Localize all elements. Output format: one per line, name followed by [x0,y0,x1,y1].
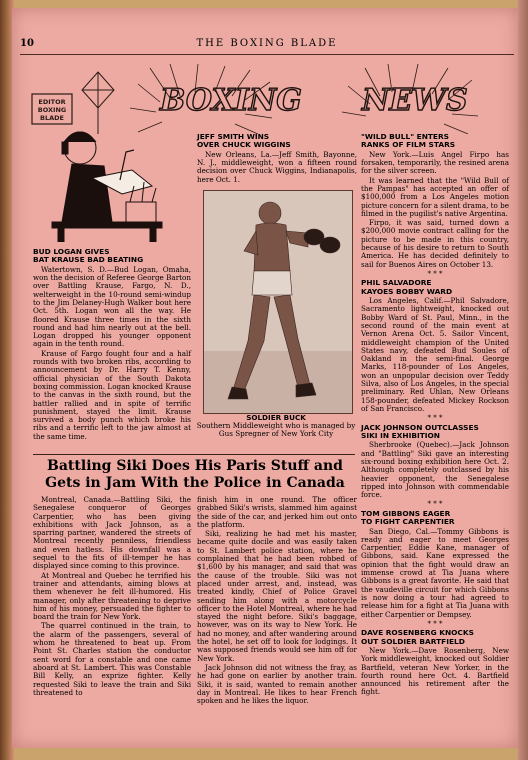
article-gibbons [361,510,509,619]
sign-editor: EDITOR [38,98,66,106]
section-stars: * * * [427,619,443,628]
headline-rosenberg [361,629,509,646]
article-firpo [361,133,509,269]
headline-firpo [361,133,509,150]
headline-logan [33,248,191,265]
paragraph: finish him in one round. The officer grabbed Siki's wrists, slammed him against the side of the car, and jerked him out onto the platform. [197,495,357,529]
headline-line: TO FIGHT CARPENTIER [361,517,455,527]
divider-rule [33,454,355,455]
headline-johnson [361,424,509,441]
article-johnson-siki [361,424,509,500]
headline-line: KAYOES BOBBY WARD [361,286,453,296]
headline-line: BAT KRAUSE BAD BEATING [33,255,144,265]
headline-line: OUT SOLDIER BARTFIELD [361,636,465,646]
paragraph: New York.—Luis Angel Firpo has forsaken, temporarily, the resined arena for the silver screen. [361,149,509,176]
caption-text: Southern Middleweight who is managed by Gus Spregner of New York City [196,421,356,439]
article-salvadore [361,279,509,413]
headline-line: TOM GIBBONS EAGER [361,508,451,518]
section-stars: * * * [427,269,443,278]
headline-line: SIKI IN EXHIBITION [361,430,440,440]
editor-cartoon [22,82,172,242]
soldier-buck-photo [203,190,353,414]
headline-salvadore [361,279,509,296]
right-column [361,133,509,698]
article-rosenberg [361,629,509,697]
paragraph: San Diego, Cal.—Tommy Gibbons is ready and eager to meet Georges Carpentier, Eddie Kane, manager of Gibbons, said. Kane expressed the opinion that the fight would draw an immense crowd at Tia Juana where Gibbons is a great favorite. He said that the vaudeville circuit for which Gibbons is now doing a tour had agreed to release him for a fight at Tia Juana with either Carpentier or Dempsey. [361,526,509,619]
sign-blade: BLADE [40,114,64,122]
section-stars: * * * [427,414,443,423]
paragraph: At Montreal and Quebec he terrified his trainer and attendants, aiming blows at them whenever he felt ill-humored. His manager, only after threatening to deprive him of his money, persuaded the fighter to board the train for New York. [33,570,191,622]
paragraph: New Orleans, La.—Jeff Smith, Bayonne, N. J., middleweight, won a fifteen round decision over Chuck Wiggins, Indianapolis, here Oct. 1. [197,149,357,184]
paragraph: Krause of Fargo fought four and a half rounds with two broken ribs, according to announcement by Dr. Harry T. Kenny, official physician of the South Dakota boxing commission. Logan knocked Krause to the canvas in the sixth round, but the battler rallied and in spite of terrific punishment, stayed the limit. Krause survived a body punch which broke his ribs and a terrific left to the jaw almost at the same time. [33,348,191,441]
headline-line: DAVE ROSENBERG KNOCKS [361,628,474,638]
photo-caption [196,414,356,439]
paragraph: Watertown, S. D.—Bud Logan, Omaha, won the decision of Referee George Barton over Battling Krause, Fargo, N. D., welterweight in the 10-round semi-windup to the Jim Delaney-Hugh Walker bout here Oct. 5th. Logan won all the way. He floored Krause three times in the sixth round and had him nearly out at the bell. Logan dropped his younger opponent again in the tenth round. [33,264,191,349]
sign-boxing: BOXING [37,106,67,114]
paragraph: The quarrel continued in the train, to the alarm of the passengers, several of whom he threatened to beat up. From Point St. Charles station the conductor sent word for a constable and one came aboard at St. Lambert. This was Constable Bill Kelly, an exprize fighter. Kelly requested Siki to leave the train and Siki threatened to [33,621,191,697]
running-header [20,40,514,55]
headline-line: OVER CHUCK WIGGINS [197,140,291,150]
headline-line: JEFF SMITH WINS [197,132,270,141]
page-number: 10 [20,38,34,49]
headline-smith [197,133,357,150]
headline-line: PHIL SALVADORE [361,278,432,288]
headline-line: RANKS OF FILM STARS [361,140,456,150]
paragraph: Firpo, it was said, turned down a $200,000 movie contract calling for the picture to be made in this country, because of his desire to return to South America. He has decided definitely to sail for Buenos Aires on October 13. [361,218,509,269]
article-smith-wiggins [197,133,357,185]
paragraph: Jack Johnson did not witness the fray, as he had gone on earlier by another train. Siki, it is said, wanted to remain another day in Montreal. He likes to hear French spoken and he likes the liquor. [197,662,357,706]
section-stars: * * * [427,500,443,509]
paragraph: Sherbrooke (Quebec).—Jack Johnson and "Battling" Siki gave an interesting six-round boxing exhibition here Oct. 2. Although completely outclassed by his heavier opponent, the Senegalese ripped into Johnson with commendable force. [361,440,509,500]
journal-title: THE BOXING BLADE [196,38,338,49]
headline-line: BUD LOGAN GIVES [33,247,110,256]
siki-column-1 [33,496,191,698]
banner-news-word: NEWS [362,83,468,118]
paragraph: It was learned that the "Wild Bull of the Pampas" has accepted an offer of $100,000 from a Los Angeles motion picture concern for a silent drama, to be filmed in the pugilist's native Argentina. [361,175,509,218]
paragraph: New York.—Dave Rosenberg, New York middleweight, knocked out Soldier Bartfield, veteran New Yorker, in the fourth round here Oct. 4. Bartfield announced his retirement after the fight. [361,645,509,697]
paragraph: Siki, realizing he had met his master, became quite docile and was easily taken to St. Lambert police station, where he complained that he had been robbed of $1,600 by his manager, and said that was the cause of the trouble. Siki was not placed under arrest, and, instead, was treated kindly, Chief of Police Gravel sending him along with a motorcycle officer to the Hotel Montreal, where he had stayed the night before. Siki's baggage, however, was on its way to New York. He had no money, and after wandering around the hotel, he set off to look for lodgings. It was supposed friends would see him off for New York. [197,529,357,663]
article-logan-krause [33,248,191,442]
paragraph: Montreal, Canada.—Battling Siki, the Senegalese conqueror of Georges Carpentier, who has been giving exhibitions with Jack Johnson, as a sparring partner, wandered the streets of Montreal recently penniless, friendless and even hatless. His downfall was a sequel to the fits of ill-temper he has displayed since coming to this province. [33,495,191,571]
siki-headline: Battling Siki Does His Paris Stuff and Gets in Jam With the Police in Canada [45,458,345,491]
paragraph: Los Angeles, Calif.—Phil Salvadore, Sacramento lightweight, knocked out Bobby Ward of St. Paul, Minn., in the second round of the main event at Vernon Arena Oct. 5. Sailor Vincent, middleweight champion of the United States navy, defeated Bud Soules of Oakland in the semi-final. George Marks, 118-pounder of Los Angeles, won an unpopular decision over Teddy Silva, also of Los Angeles, in the special preliminary. Red Uhlan, New Orleans 158-pounder, defeated Mickey Rockson of San Francisco. [361,296,509,413]
headline-gibbons [361,510,509,527]
banner-boxing-word: BOXING [160,83,302,118]
page-edge [518,0,528,760]
headline-line: JACK JOHNSON OUTCLASSES [361,422,479,432]
headline-line: "WILD BULL" ENTERS [361,132,449,141]
caption-name: SOLDIER BUCK [246,413,306,422]
siki-column-2 [197,496,357,706]
